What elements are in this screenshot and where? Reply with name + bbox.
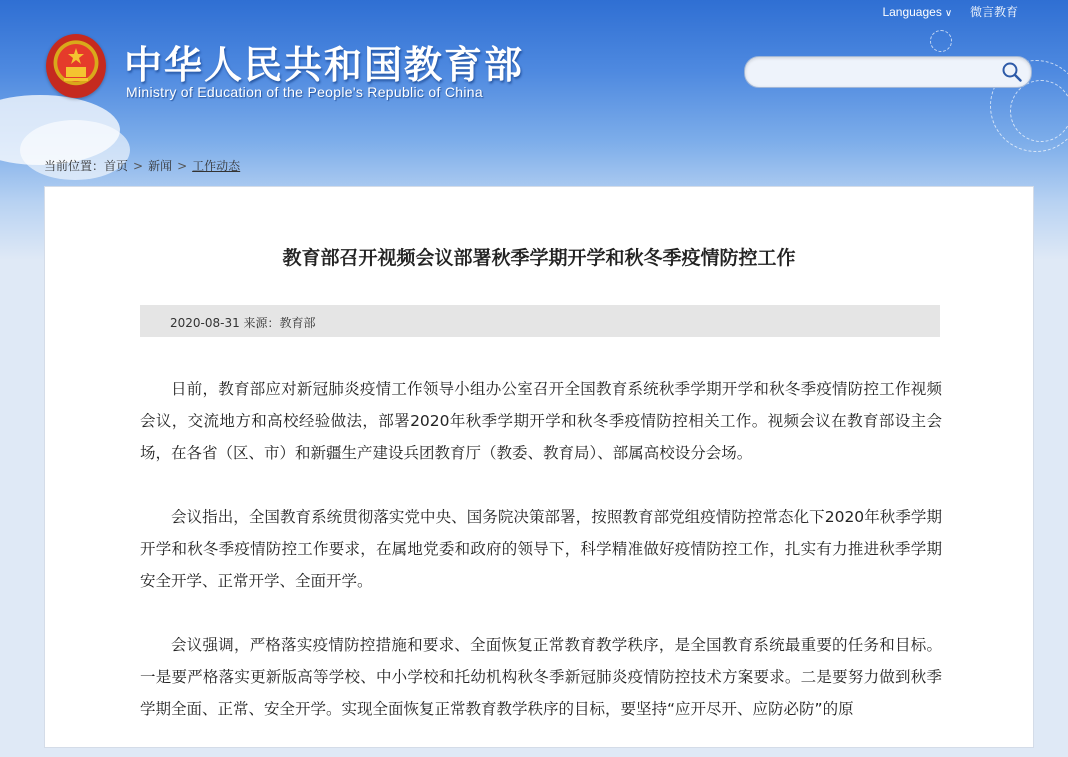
languages-menu[interactable] — [882, 5, 952, 19]
article-paragraph: 会议强调，严格落实疫情防控措施和要求、全面恢复正常教育教学秩序，是全国教育系统最重要的任务和目标。一是要严格落实更新版高等学校、中小学校和托幼机构秋冬季新冠肺炎疫情防控技术方案要求。二是要努力做到秋季学期全面、正常、安全开学。实现全面恢复正常教育教学秩序的目标，要坚持“应开尽开、应防必防”的原 — [140, 636, 942, 718]
article-container — [44, 186, 1034, 748]
article-paragraph: 日前，教育部应对新冠肺炎疫情工作领导小组办公室召开全国教育系统秋季学期开学和秋冬季疫情防控工作视频会议，交流地方和高校经验做法，部署2020年秋季学期开学和秋冬季疫情防控相关工作。视频会议在教育部设主会场，在各省（区、市）和新疆生产建设兵团教育厅（教委、教育局）、部属高校设分会场。 — [140, 380, 942, 462]
breadcrumb — [44, 157, 240, 174]
article-title: 教育部召开视频会议部署秋季学期开学和秋冬季疫情防控工作 — [282, 247, 796, 269]
breadcrumb-separator: > — [177, 159, 188, 173]
article-meta: 2020-08-31 来源：教育部 — [170, 316, 316, 330]
site-header — [0, 0, 1068, 150]
site-subtitle: Ministry of Education of the People's Republic of China — [126, 84, 483, 100]
article-body — [140, 373, 942, 757]
top-links — [882, 3, 1018, 20]
breadcrumb-prefix: 当前位置： — [44, 159, 105, 173]
weibo-link[interactable]: 微言教育 — [969, 5, 1018, 19]
chevron-down-icon: ∨ — [944, 8, 953, 19]
search-box — [744, 56, 1032, 88]
search-icon[interactable] — [1001, 61, 1023, 83]
national-emblem-icon[interactable] — [46, 34, 106, 98]
languages-label: Languages — [882, 5, 942, 19]
breadcrumb-home[interactable]: 首页 — [104, 159, 129, 173]
article-meta-bar — [140, 305, 940, 337]
breadcrumb-news[interactable]: 新闻 — [148, 159, 173, 173]
breadcrumb-work-updates[interactable]: 工作动态 — [192, 159, 241, 173]
article-paragraph: 会议指出，全国教育系统贯彻落实党中央、国务院决策部署，按照教育部党组疫情防控常态化下2020年秋季学期开学和秋冬季疫情防控工作要求，在属地党委和政府的领导下，科学精准做好疫情防控工作，扎实有力推进秋季学期安全开学、正常开学、全面开学。 — [140, 508, 942, 590]
site-title[interactable]: 中华人民共和国教育部 — [124, 42, 525, 87]
breadcrumb-separator: > — [133, 159, 144, 173]
search-input[interactable] — [757, 61, 1001, 83]
